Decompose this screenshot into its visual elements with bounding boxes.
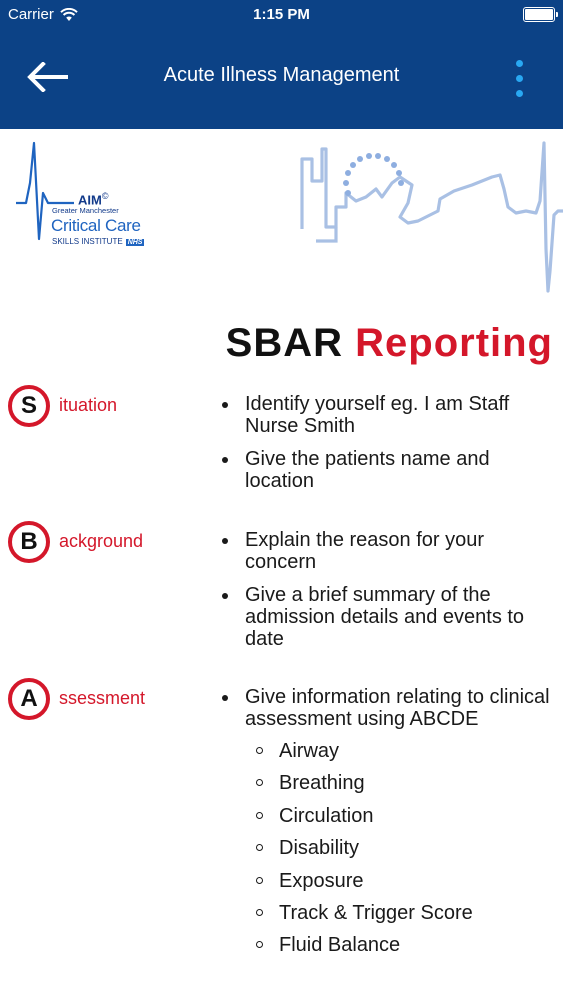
sub-list-item: Airway [245, 740, 558, 762]
sub-list-item: Disability [245, 837, 558, 859]
sub-list-item: Fluid Balance [245, 934, 558, 956]
logo-name: Critical Care [51, 216, 141, 235]
critical-care-logo [12, 141, 162, 251]
status-time: 1:15 PM [253, 6, 310, 23]
carrier-label: Carrier [8, 6, 54, 23]
situation-letter-badge: S [8, 385, 50, 427]
sub-list-item: Track & Trigger Score [245, 902, 558, 924]
sub-list-item: Breathing [245, 772, 558, 794]
page-heading [226, 321, 553, 366]
status-bar [0, 0, 563, 30]
logo-region: Greater Manchester [52, 206, 119, 215]
list-item: Give a brief summary of the admission details and events to date [218, 584, 558, 650]
background-bullets [218, 529, 558, 661]
app-title: Acute Illness Management [163, 64, 400, 86]
heading-sbar: SBAR [225, 321, 343, 365]
background-label: ackground [59, 531, 144, 551]
more-vertical-icon [516, 60, 523, 67]
assessment-bullets [218, 686, 558, 967]
abcde-sublist [245, 740, 558, 956]
heading-reporting: Reporting [355, 321, 553, 365]
assessment-letter-badge: A [8, 678, 50, 720]
background-letter-badge: B [8, 521, 50, 563]
app-bar [0, 0, 563, 129]
logo-aim: AIM [78, 192, 102, 208]
list-item [218, 686, 558, 956]
logo-copyright: © [101, 191, 109, 201]
situation-label: ituation [59, 395, 118, 415]
city-skyline-graphic [296, 141, 563, 299]
list-item: Explain the reason for your concern [218, 529, 558, 573]
sub-list-item: Circulation [245, 805, 558, 827]
list-item: Give the patients name and location [218, 448, 558, 492]
overflow-menu-button[interactable] [504, 56, 534, 100]
nhs-badge: NHS [127, 239, 143, 246]
assessment-label: ssessment [59, 688, 146, 708]
battery-icon [523, 7, 555, 22]
situation-bullets [218, 393, 558, 503]
content-area [0, 129, 563, 1000]
sub-list-item: Exposure [245, 870, 558, 892]
list-item: Identify yourself eg. I am Staff Nurse Smith [218, 393, 558, 437]
logo-subtitle: SKILLS INSTITUTE [52, 237, 123, 246]
assessment-bullet-text: Give information relating to clinical assessment using ABCDE [245, 686, 550, 730]
